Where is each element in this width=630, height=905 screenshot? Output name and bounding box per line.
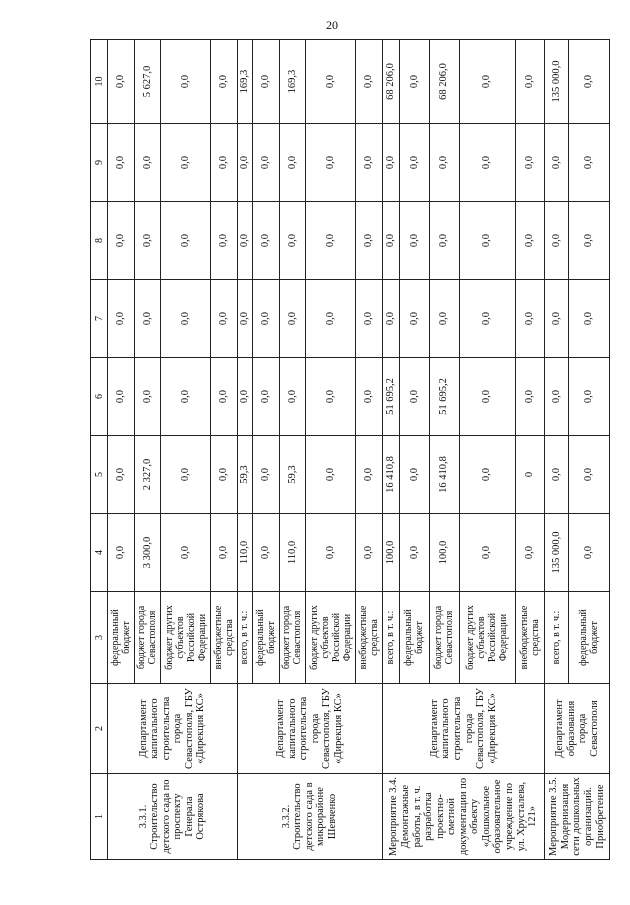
value-cell: 0,0	[459, 40, 515, 124]
value-cell: 135 000,0	[545, 514, 569, 592]
value-cell: 0,0	[400, 280, 430, 358]
value-cell: 0,0	[253, 40, 280, 124]
value-cell: 0,0	[382, 280, 399, 358]
value-cell: 0,0	[515, 358, 545, 436]
column-header: 5	[91, 436, 108, 514]
item-name-cell: 3.3.2. Строительство детского сада в микрорайоне Шевченко	[237, 774, 382, 860]
column-header: 8	[91, 202, 108, 280]
table-row	[237, 40, 252, 860]
value-cell: 0,0	[382, 124, 399, 202]
value-cell: 0,0	[515, 202, 545, 280]
value-cell: 0,0	[253, 514, 280, 592]
value-cell: 0,0	[306, 202, 356, 280]
value-cell: 0,0	[279, 202, 306, 280]
value-cell: 0,0	[211, 280, 238, 358]
value-cell: 0,0	[134, 124, 161, 202]
value-cell: 0,0	[306, 514, 356, 592]
value-cell: 0,0	[515, 514, 545, 592]
value-cell: 0,0	[545, 124, 569, 202]
value-cell: 0,0	[211, 514, 238, 592]
value-cell: 68 206,0	[382, 40, 399, 124]
funding-source-cell: внебюджетные средства	[356, 592, 383, 684]
funding-source-cell: внебюджетные средства	[211, 592, 238, 684]
value-cell: 0,0	[237, 202, 252, 280]
value-cell: 0,0	[356, 280, 383, 358]
value-cell: 110,0	[279, 514, 306, 592]
value-cell: 0,0	[161, 280, 211, 358]
value-cell: 0,0	[134, 358, 161, 436]
value-cell: 3 300,0	[134, 514, 161, 592]
funding-source-cell: внебюджетные средства	[515, 592, 545, 684]
funding-source-cell: федеральный бюджет	[108, 592, 135, 684]
value-cell: 0,0	[161, 202, 211, 280]
value-cell: 16 410,8	[382, 436, 399, 514]
value-cell: 0,0	[569, 124, 610, 202]
funding-source-cell: бюджет других субъектов Российской Федерации	[161, 592, 211, 684]
value-cell: 0,0	[515, 124, 545, 202]
item-name-cell: Мероприятие 3.5. Модернизация сети дошкольных организаций. Приобретение	[545, 774, 610, 860]
value-cell: 2 327,0	[134, 436, 161, 514]
value-cell: 0,0	[161, 514, 211, 592]
value-cell: 0,0	[211, 124, 238, 202]
value-cell: 0,0	[237, 358, 252, 436]
value-cell: 0	[515, 436, 545, 514]
column-number-row	[91, 40, 108, 860]
value-cell: 135 000,0	[545, 40, 569, 124]
column-header: 6	[91, 358, 108, 436]
value-cell: 0,0	[400, 124, 430, 202]
table-row	[545, 40, 569, 860]
funding-source-cell: федеральный бюджет	[253, 592, 280, 684]
value-cell: 0,0	[134, 202, 161, 280]
value-cell: 59,3	[237, 436, 252, 514]
value-cell: 0,0	[429, 202, 459, 280]
value-cell: 0,0	[545, 202, 569, 280]
value-cell: 0,0	[569, 436, 610, 514]
executor-cell: Департамент капитального строительства города Севастополя, ГБУ «Дирекция КС»	[382, 684, 545, 774]
rotated-table-container	[90, 40, 610, 860]
value-cell: 0,0	[429, 280, 459, 358]
value-cell: 0,0	[356, 40, 383, 124]
value-cell: 0,0	[569, 280, 610, 358]
column-header: 7	[91, 280, 108, 358]
value-cell: 0,0	[253, 436, 280, 514]
table-body	[108, 40, 610, 860]
value-cell: 0,0	[306, 40, 356, 124]
column-header: 2	[91, 684, 108, 774]
funding-source-cell: федеральный бюджет	[400, 592, 430, 684]
value-cell: 0,0	[356, 124, 383, 202]
funding-source-cell: федеральный бюджет	[569, 592, 610, 684]
item-name-cell: Мероприятие 3.4. Демонтажные работы, в т. ч. разработка проектно-сметной документации по объекту «Дошкольное образовательное учреждение по ул. Хрусталева, 121»	[382, 774, 545, 860]
value-cell: 0,0	[356, 202, 383, 280]
value-cell: 0,0	[211, 40, 238, 124]
value-cell: 0,0	[237, 280, 252, 358]
executor-cell: Департамент капитального строительства города Севастополя, ГБУ «Дирекция КС»	[108, 684, 238, 774]
value-cell: 0,0	[400, 202, 430, 280]
value-cell: 16 410,8	[429, 436, 459, 514]
value-cell: 0,0	[569, 202, 610, 280]
value-cell: 0,0	[545, 436, 569, 514]
value-cell: 0,0	[306, 358, 356, 436]
value-cell: 0,0	[161, 124, 211, 202]
value-cell: 0,0	[569, 514, 610, 592]
value-cell: 0,0	[400, 358, 430, 436]
funding-source-cell: бюджет города Севастополя	[429, 592, 459, 684]
value-cell: 0,0	[108, 202, 135, 280]
value-cell: 0,0	[356, 514, 383, 592]
value-cell: 0,0	[306, 436, 356, 514]
value-cell: 0,0	[306, 124, 356, 202]
value-cell: 100,0	[429, 514, 459, 592]
value-cell: 0,0	[253, 358, 280, 436]
executor-cell: Департамент образования города Севастополя	[545, 684, 610, 774]
funding-source-cell: бюджет других субъектов Российской Федерации	[459, 592, 515, 684]
value-cell: 0,0	[545, 280, 569, 358]
column-header: 9	[91, 124, 108, 202]
value-cell: 68 206,0	[429, 40, 459, 124]
value-cell: 0,0	[211, 436, 238, 514]
value-cell: 0,0	[356, 358, 383, 436]
item-name-cell: 3.3.1. Строительство детского сада по проспекту Генерала Острякова	[108, 774, 238, 860]
value-cell: 0,0	[108, 514, 135, 592]
value-cell: 0,0	[515, 40, 545, 124]
value-cell: 169,3	[279, 40, 306, 124]
value-cell: 0,0	[459, 514, 515, 592]
value-cell: 0,0	[459, 436, 515, 514]
value-cell: 0,0	[211, 358, 238, 436]
value-cell: 0,0	[161, 40, 211, 124]
value-cell: 0,0	[108, 40, 135, 124]
value-cell: 0,0	[253, 124, 280, 202]
column-header: 10	[91, 40, 108, 124]
value-cell: 5 627,0	[134, 40, 161, 124]
value-cell: 110,0	[237, 514, 252, 592]
value-cell: 0,0	[459, 280, 515, 358]
value-cell: 100,0	[382, 514, 399, 592]
column-header: 4	[91, 514, 108, 592]
value-cell: 0,0	[161, 358, 211, 436]
value-cell: 0,0	[382, 202, 399, 280]
value-cell: 59,3	[279, 436, 306, 514]
value-cell: 0,0	[515, 280, 545, 358]
value-cell: 0,0	[429, 124, 459, 202]
value-cell: 0,0	[108, 436, 135, 514]
value-cell: 0,0	[279, 124, 306, 202]
value-cell: 0,0	[400, 40, 430, 124]
funding-source-cell: бюджет города Севастополя	[134, 592, 161, 684]
table-row	[108, 40, 135, 860]
value-cell: 0,0	[161, 436, 211, 514]
value-cell: 0,0	[108, 280, 135, 358]
value-cell: 0,0	[400, 436, 430, 514]
value-cell: 0,0	[569, 40, 610, 124]
funding-source-cell: бюджет города Севастополя	[279, 592, 306, 684]
table-row	[382, 40, 399, 860]
value-cell: 0,0	[400, 514, 430, 592]
value-cell: 0,0	[459, 124, 515, 202]
budget-table	[90, 39, 610, 860]
funding-source-cell: бюджет других субъектов Российской Федерации	[306, 592, 356, 684]
executor-cell: Департамент капитального строительства города Севастополя, ГБУ «Дирекция КС»	[237, 684, 382, 774]
funding-source-cell: всего, в т. ч.:	[382, 592, 399, 684]
value-cell: 0,0	[306, 280, 356, 358]
value-cell: 51 695,2	[382, 358, 399, 436]
page-number: 20	[326, 18, 338, 32]
value-cell: 0,0	[237, 124, 252, 202]
value-cell: 0,0	[211, 202, 238, 280]
value-cell: 51 695,2	[429, 358, 459, 436]
value-cell: 0,0	[356, 436, 383, 514]
value-cell: 0,0	[459, 358, 515, 436]
value-cell: 0,0	[569, 358, 610, 436]
column-header: 1	[91, 774, 108, 860]
funding-source-cell: всего, в т. ч.:	[237, 592, 252, 684]
value-cell: 0,0	[253, 280, 280, 358]
value-cell: 0,0	[279, 358, 306, 436]
column-header: 3	[91, 592, 108, 684]
value-cell: 0,0	[134, 280, 161, 358]
value-cell: 0,0	[108, 124, 135, 202]
value-cell: 0,0	[253, 202, 280, 280]
value-cell: 0,0	[459, 202, 515, 280]
value-cell: 0,0	[279, 280, 306, 358]
value-cell: 0,0	[108, 358, 135, 436]
funding-source-cell: всего, в т. ч.:	[545, 592, 569, 684]
value-cell: 169,3	[237, 40, 252, 124]
value-cell: 0,0	[545, 358, 569, 436]
